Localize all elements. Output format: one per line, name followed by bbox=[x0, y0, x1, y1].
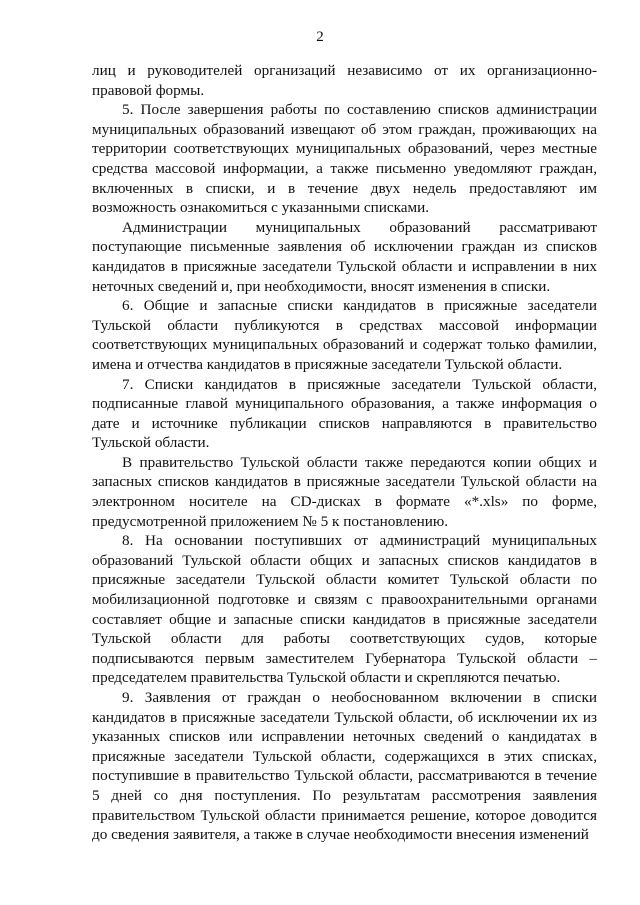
page-number: 2 bbox=[316, 29, 324, 45]
document-body bbox=[92, 61, 597, 845]
paragraph-continuation: лиц и руководителей организаций независимо от их организационно-правовой формы. bbox=[92, 62, 597, 99]
paragraph-item-9: 9. Заявления от граждан о необоснованном включении в списки кандидатов в присяжные заседатели Тульской области, об исключении их из указанных списков или исправлении неточных сведений о кандидатах в присяжные заседатели Тульской области, содержащихся в этих списках, поступившие в правительство Тульской области, рассматриваются в течение 5 дней со дня поступления. По результатам рассмотрения заявления правительством Тульской области принимается решение, которое доводится до сведения заявителя, а также в случае необходимости внесения изменений bbox=[92, 689, 597, 844]
paragraph-item-6: 6. Общие и запасные списки кандидатов в присяжные заседатели Тульской области публикуются в средствах массовой информации соответствующих муниципальных образований и содержат только фамилии, имена и отчества кандидатов в присяжные заседатели Тульской области. bbox=[92, 297, 597, 373]
paragraph-item-5-addendum: Администрации муниципальных образований рассматривают поступающие письменные заявления об исключении граждан из списков кандидатов в присяжные заседатели Тульской области и исправлении в них неточных сведений и, при необходимости, вносят изменения в списки. bbox=[92, 218, 597, 295]
paragraph-item-5: 5. После завершения работы по составлению списков администрации муниципальных образований извещают об этом граждан, проживающих на территории соответствующих муниципальных образований, через местные средства массовой информации, а также письменно уведомляют граждан, включенных в списки, и в течение двух недель предоставляют им возможность ознакомиться с указанными списками. bbox=[92, 101, 597, 217]
paragraph-item-7: 7. Списки кандидатов в присяжные заседатели Тульской области, подписанные главой муниципального образования, а также информация о дате и источнике публикации списков направляются в правительство Тульской области. bbox=[92, 375, 597, 452]
paragraph-item-8: 8. На основании поступивших от администраций муниципальных образований Тульской области общих и запасных списков кандидатов в присяжные заседатели Тульской области комитет Тульской области по мобилизационной подготовке и связям с правоохранительными органами составляет общие и запасные списки кандидатов в присяжные заседатели Тульской области для работы соответствующих судов, которые подписываются первым заместителем Губернатора Тульской области – председателем правительства Тульской области и скрепляются печатью. bbox=[92, 532, 597, 687]
paragraph-item-7-addendum: В правительство Тульской области также передаются копии общих и запасных списков кандидатов в присяжные заседатели Тульской области на электронном носителе на CD-дисках в формате «*.xls» по форме, предусмотренной приложением № 5 к постановлению. bbox=[92, 453, 597, 530]
